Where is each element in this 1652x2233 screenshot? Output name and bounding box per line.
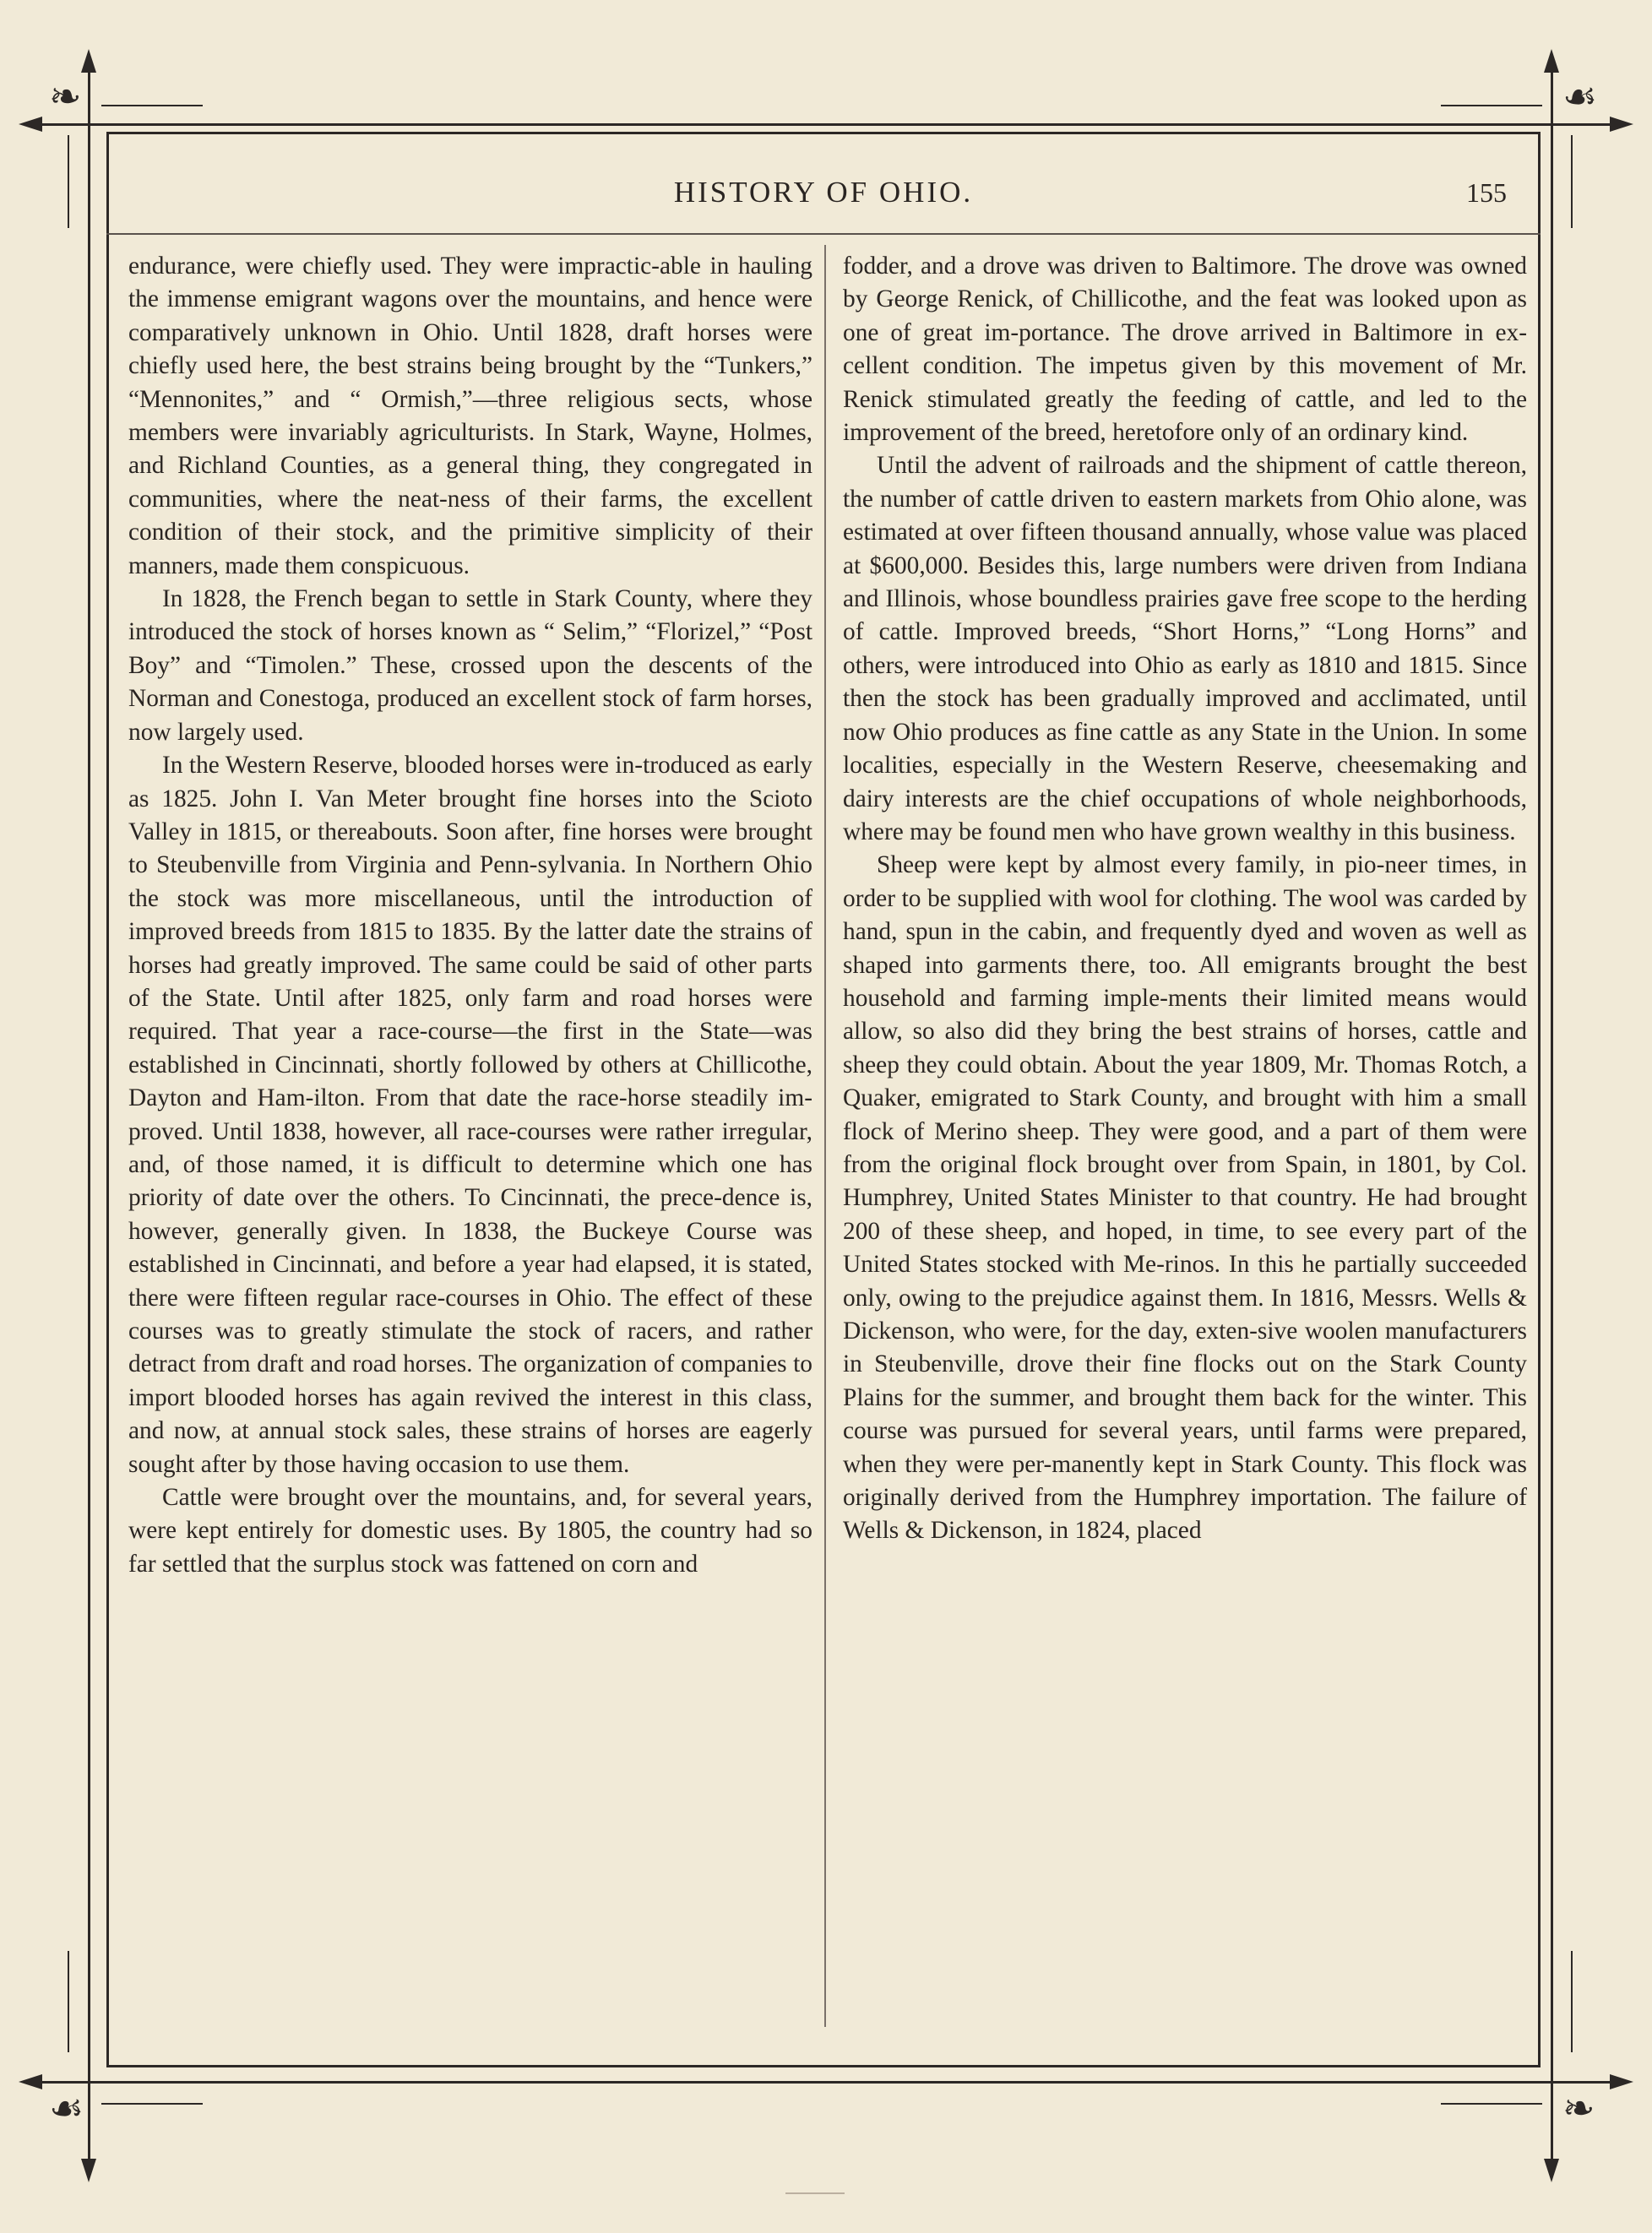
- paragraph: Sheep were kept by almost every family, in pio-neer times, in order to be supplied with wool for clothing. The wool was carded by hand, spun in the cabin, and frequently dyed and woven as well as shaped into garments there, too. All emigrants brought the best household and farming imple-ments their limited means would allow, so also did they bring the best strains of horses, cattle and sheep they could obtain. About the year 1809, Mr. Thomas Rotch, a Quaker, emigrated to Stark County, and brought with him a small flock of Merino sheep. They were good, and a part of them were from the original flock brought over from Spain, in 1801, by Col. Humphrey, United States Minister to that country. He had brought 200 of these sheep, and hoped, in time, to see every part of the United States stocked with Me-rinos. In this he partially succeeded only, owing to the prejudice against them. In 1816, Messrs. Wells & Dickenson, who were, for the day, exten-sive woolen manufacturers in Steubenville, drove their fine flocks out on the Stark County Plains for the summer, and brought them back for the winter. This course was pursued for several years, until farms were prepared, when they were per-manently kept in Stark County. This flock was originally derived from the Humphrey importation. The failure of Wells & Dickenson, in 1824, placed: [843, 851, 1527, 1545]
- scroll-stroke-left-bottom: [68, 1951, 69, 2052]
- paragraph: In 1828, the French began to settle in Stark County, where they introduced the stock of horses known as “ Selim,” “Florizel,” “Post Boy” and “Timolen.” These, crossed upon the descents of the Norman and Conestoga, produced an excellent stock of farm horses, now largely used.: [128, 585, 812, 746]
- scroll-stroke-bottom-right: [1441, 2103, 1542, 2105]
- paragraph: In the Western Reserve, blooded horses were in-troduced as early as 1825. John I. Van Meter brought fine horses into the Scioto Valley in 1815, or thereabouts. Soon after, fine horses were brought to Steubenville from Virginia and Penn-sylvania. In Northern Ohio the stock was more miscellaneous, until the introduction of improved breeds from 1815 to 1835. By the latter date the strains of horses had greatly improved. The same could be said of other parts of the State. Until after 1825, only farm and road horses were required. That year a race-course—the first in the State—was established in Cincinnati, shortly followed by others at Chillicothe, Dayton and Ham-ilton. From that date the race-horse steadily im-proved. Until 1838, however, all race-courses were rather irregular, and, of those named, it is difficult to determine which one has priority of date over the others. To Cincinnati, the prece-dence is, however, generally given. In 1838, the Buckeye Course was established in Cincinnati, and before a year had elapsed, it is stated, there were fifteen regular race-courses in Ohio. The effect of these courses was to greatly stimulate the stock of racers, and rather detract from draft and road horses. The organization of companies to import blooded horses has again revived the interest in this class, and now, at annual stock sales, these strains of horses are eagerly sought after by those having occasion to use them.: [128, 752, 812, 1478]
- running-title: HISTORY OF OHIO.: [673, 176, 974, 209]
- header-rule: [106, 233, 1541, 235]
- frame-right-line: [1551, 59, 1553, 2162]
- frame-bottom-line: [29, 2081, 1623, 2084]
- scroll-stroke-left-top: [68, 135, 69, 228]
- scroll-stroke-bottom-left: [101, 2103, 203, 2105]
- paragraph: fodder, and a drove was driven to Baltimore. The drove was owned by George Renick, of Chillicothe, and the feat was looked upon as one of great im-portance. The drove arrived in Baltimore in ex-cellent condition. The impetus given by this movement of Mr. Renick stimulated greatly the feeding of cattle, and led to the improvement of the breed, heretofore only of an ordinary kind.: [843, 253, 1527, 447]
- flourish-top-right-icon: ☙: [1562, 75, 1598, 118]
- right-column: [843, 250, 1527, 2032]
- frame-top-line: [29, 123, 1623, 126]
- arrow-left-bottom-icon: [19, 2074, 42, 2089]
- arrow-up-left-icon: [81, 49, 96, 73]
- flourish-bottom-left-icon: ☙: [49, 2087, 84, 2130]
- page-number: 155: [1466, 177, 1507, 208]
- arrow-up-right-icon: [1544, 49, 1559, 73]
- scroll-stroke-top-left: [101, 105, 203, 106]
- left-column: [128, 250, 812, 2032]
- scroll-stroke-right-bottom: [1571, 1951, 1573, 2052]
- paragraph: Until the advent of railroads and the shipment of cattle thereon, the number of cattle driven to eastern markets from Ohio alone, was estimated at over fifteen thousand annually, whose value was placed at $600,000. Besides this, large numbers were driven from Indiana and Illinois, whose boundless prairies gave free scope to the herding of cattle. Improved breeds, “Short Horns,” “Long Horns” and others, were introduced into Ohio as early as 1810 and 1815. Since then the stock has been gradually improved and acclimated, until now Ohio produces as fine cattle as any State in the Union. In some localities, especially in the Western Reserve, cheesemaking and dairy interests are the chief occupations of whole neighborhoods, where may be found men who have grown wealthy in this business.: [843, 452, 1527, 845]
- scroll-stroke-top-right: [1441, 105, 1542, 106]
- paragraph: Cattle were brought over the mountains, and, for several years, were kept entirely for domestic uses. By 1805, the country had so far settled that the surplus stock was fattened on corn and: [128, 1484, 812, 1578]
- flourish-top-left-icon: ❧: [49, 75, 82, 118]
- arrow-right-top-icon: [1610, 117, 1633, 132]
- bottom-mark: [785, 2192, 845, 2194]
- column-divider: [824, 245, 826, 2027]
- paragraph: endurance, were chiefly used. They were impractic-able in hauling the immense emigrant wagons over the mountains, and hence were comparatively unknown in Ohio. Until 1828, draft horses were chiefly used here, the best strains being brought by the “Tunkers,” “Mennonites,” and “ Ormish,”—three religious sects, whose members were invariably agriculturists. In Stark, Wayne, Holmes, and Richland Counties, as a general thing, they congregated in communities, where the neat-ness of their farms, the excellent condition of their stock, and the primitive simplicity of their manners, made them conspicuous.: [128, 253, 812, 579]
- flourish-bottom-right-icon: ❧: [1562, 2087, 1595, 2130]
- arrow-down-right-icon: [1544, 2159, 1559, 2182]
- arrow-down-left-icon: [81, 2159, 96, 2182]
- scroll-stroke-right-top: [1571, 135, 1573, 228]
- arrow-left-top-icon: [19, 117, 42, 132]
- arrow-right-bottom-icon: [1610, 2074, 1633, 2089]
- frame-left-line: [88, 59, 90, 2162]
- page-header: [106, 176, 1541, 226]
